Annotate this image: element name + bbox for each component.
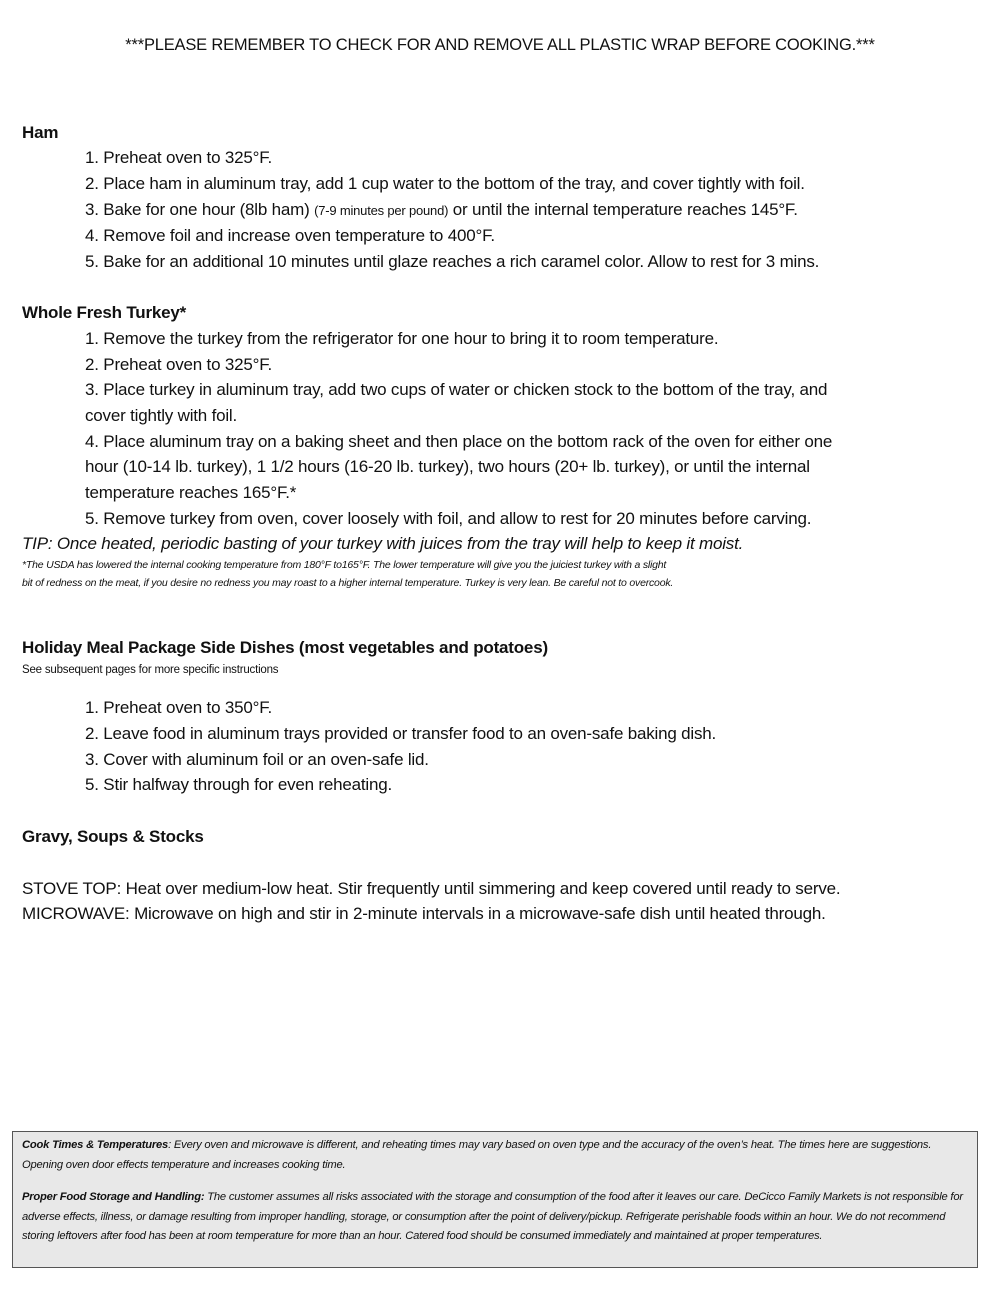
- sides-step: 5. Stir halfway through for even reheating.: [85, 775, 393, 794]
- turkey-step: 5. Remove turkey from oven, cover loosely with foil, and allow to rest for 20 minutes before carving.: [85, 509, 812, 528]
- gravy-heading: Gravy, Soups & Stocks: [22, 827, 204, 846]
- disclaimer-box: [12, 1131, 978, 1268]
- sides-step: 2. Leave food in aluminum trays provided or transfer food to an oven-safe baking dish.: [85, 724, 717, 743]
- sides-step: 3. Cover with aluminum foil or an oven-safe lid.: [85, 750, 429, 769]
- cook-times-label: Cook Times & Temperatures: [22, 1139, 169, 1151]
- cook-times-text: : Every oven and microwave is different, and reheating times may vary based on oven type and the accuracy of the oven’s heat. The times here are suggestions. Opening oven door effects temperature and increases cooking time.: [22, 1139, 932, 1171]
- usda-note: *The USDA has lowered the internal cooking temperature from 180°F to165°F. The lower temperature will give you the juiciest turkey with a slight: [22, 559, 667, 571]
- sides-heading: Holiday Meal Package Side Dishes (most vegetables and potatoes): [22, 638, 548, 657]
- turkey-step-cont: hour (10-14 lb. turkey), 1 1/2 hours (16-20 lb. turkey), two hours (20+ lb. turkey), or until the internal: [85, 457, 810, 476]
- usda-note: bit of redness on the meat, if you desire no redness you may roast to a higher internal temperature. Turkey is very lean. Be careful not to overcook.: [22, 577, 674, 589]
- ham-step-text: or until the internal temperature reaches 145°F.: [452, 200, 798, 219]
- turkey-step: 1. Remove the turkey from the refrigerator for one hour to bring it to room temperature.: [85, 329, 719, 348]
- sides-step: 1. Preheat oven to 350°F.: [85, 698, 273, 717]
- stove-top-instructions: STOVE TOP: Heat over medium-low heat. Stir frequently until simmering and keep covered until ready to serve.: [22, 879, 841, 898]
- ham-heading: Ham: [22, 123, 59, 142]
- storage-disclaimer: [22, 1188, 968, 1247]
- turkey-step-cont: temperature reaches 165°F.*: [85, 483, 297, 502]
- plastic-wrap-notice: ***PLEASE REMEMBER TO CHECK FOR AND REMOVE ALL PLASTIC WRAP BEFORE COOKING.***: [125, 36, 875, 54]
- turkey-step-cont: cover tightly with foil.: [85, 406, 238, 425]
- microwave-instructions: MICROWAVE: Microwave on high and stir in 2-minute intervals in a microwave-safe dish until heated through.: [22, 904, 826, 923]
- ham-step: 2. Place ham in aluminum tray, add 1 cup water to the bottom of the tray, and cover tightly with foil.: [85, 174, 805, 193]
- turkey-step: 3. Place turkey in aluminum tray, add two cups of water or chicken stock to the bottom of the tray, and: [85, 380, 828, 399]
- sides-subtitle: See subsequent pages for more specific instructions: [22, 664, 279, 676]
- cook-times-disclaimer: [22, 1136, 968, 1175]
- ham-step: [85, 199, 798, 222]
- ham-step: 1. Preheat oven to 325°F.: [85, 148, 273, 167]
- turkey-step: 2. Preheat oven to 325°F.: [85, 355, 273, 374]
- storage-text: The customer assumes all risks associated with the storage and consumption of the food after it leaves our care. DeCicco Family Markets is not responsible for adverse effects, illness, or damage resulting from improper handling, storage, or consumption after the point of delivery/pickup. Refrigerate perishable foods within an hour. We do not recommend storing leftovers after food has been at room temperature for more than an hour. Catered food should be consumed immediately and maintained at proper temperatures.: [22, 1191, 963, 1242]
- ham-step: 5. Bake for an additional 10 minutes until glaze reaches a rich caramel color. Allow to rest for 3 mins.: [85, 252, 820, 271]
- ham-step-per-pound: (7-9 minutes per pound): [314, 203, 449, 218]
- turkey-step: 4. Place aluminum tray on a baking sheet and then place on the bottom rack of the oven for either one: [85, 432, 833, 451]
- turkey-heading: Whole Fresh Turkey*: [22, 303, 187, 322]
- turkey-tip: TIP: Once heated, periodic basting of your turkey with juices from the tray will help to keep it moist.: [22, 534, 744, 553]
- storage-label: Proper Food Storage and Handling:: [22, 1191, 205, 1203]
- ham-step-text: 3. Bake for one hour (8lb ham): [85, 200, 310, 219]
- ham-step: 4. Remove foil and increase oven temperature to 400°F.: [85, 226, 495, 245]
